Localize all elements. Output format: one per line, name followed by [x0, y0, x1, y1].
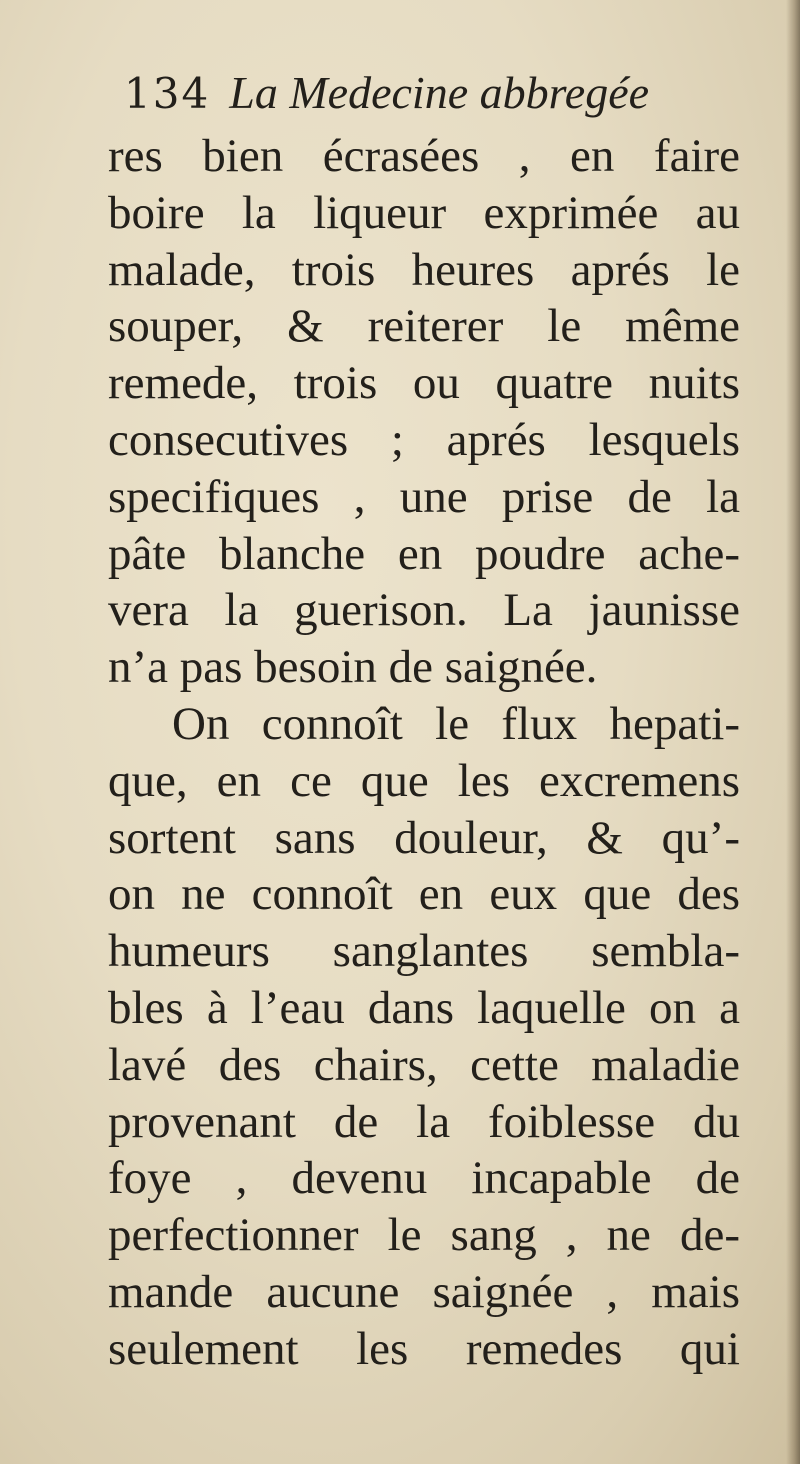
- page-number: 134: [124, 69, 211, 118]
- text-line: foye , devenu incapable de: [108, 1152, 740, 1205]
- text-line: remede, trois ou quatre nuits: [108, 357, 740, 410]
- text-line: boire la liqueur exprimée au: [108, 186, 740, 239]
- text-line: sortent sans douleur, & qu’-: [108, 811, 740, 864]
- text-line: n’a pas besoin de saignée.: [108, 641, 598, 694]
- text-line: pâte blanche en poudre ache-: [108, 527, 740, 580]
- text-line: malade, trois heures aprés le: [108, 243, 740, 296]
- text-line: on ne connoît en eux que des: [108, 868, 740, 921]
- text-line: lavé des chairs, cette maladie: [108, 1038, 740, 1091]
- text-line: que, en ce que les excremens: [108, 754, 740, 807]
- text-line: consecutives ; aprés lesquels: [108, 413, 740, 466]
- text-line: res bien écrasées , en faire: [108, 130, 740, 182]
- body-text: [108, 128, 740, 1378]
- text-line: bles à l’eau dans laquelle on a: [108, 981, 740, 1034]
- page-header: [124, 66, 724, 126]
- text-line: seulement les remedes qui: [108, 1322, 740, 1375]
- text-line: mande aucune saignée , mais: [108, 1265, 740, 1318]
- paragraph-start-line: On connoît le flux hepati-: [172, 697, 740, 750]
- running-title: La Medecine abbregée: [229, 67, 650, 118]
- page-edge-shadow: [786, 0, 800, 1464]
- text-line: specifiques , une prise de la: [108, 470, 740, 523]
- text-line: souper, & reiterer le même: [108, 300, 740, 353]
- text-line: perfectionner le sang , ne de-: [108, 1209, 740, 1262]
- text-line: provenant de la foiblesse du: [108, 1095, 740, 1148]
- text-line: vera la guerison. La jaunisse: [108, 584, 740, 637]
- text-line: humeurs sanglantes sembla-: [108, 925, 740, 978]
